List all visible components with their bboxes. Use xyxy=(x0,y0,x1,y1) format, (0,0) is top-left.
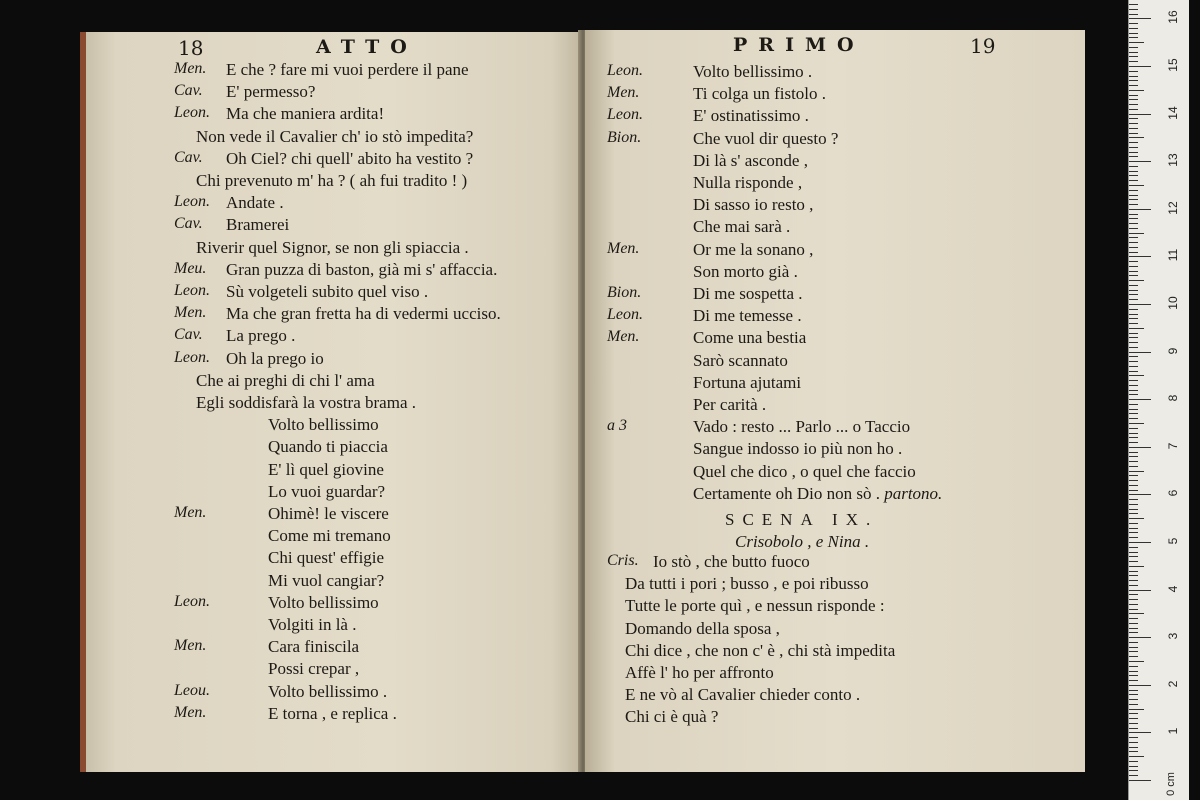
ruler-tick xyxy=(1129,690,1138,691)
ruler-tick xyxy=(1129,709,1144,710)
ruler-tick xyxy=(1129,156,1138,157)
ruler-tick xyxy=(1129,756,1144,757)
right-running-title: PRIMO xyxy=(733,34,865,56)
ruler-tick xyxy=(1129,4,1138,5)
ruler-tick xyxy=(1129,390,1138,391)
ruler-tick xyxy=(1129,14,1138,15)
ruler-tick xyxy=(1129,385,1138,386)
ruler-tick xyxy=(1129,133,1138,134)
verse-line: Di là s' asconde , xyxy=(693,150,808,170)
ruler-tick xyxy=(1129,742,1138,743)
speaker-label: Men. xyxy=(607,328,640,346)
speaker-label: Leon. xyxy=(607,106,643,124)
ruler-tick xyxy=(1129,214,1138,215)
verse-line: E' ostinatissimo . xyxy=(693,106,809,126)
ruler-tick xyxy=(1129,599,1138,600)
ruler-tick xyxy=(1129,675,1138,676)
ruler-tick xyxy=(1129,218,1138,219)
ruler-tick xyxy=(1129,775,1138,776)
ruler-tick xyxy=(1129,532,1138,533)
speaker-label: Meu. xyxy=(174,259,207,277)
ruler-tick xyxy=(1129,751,1138,752)
verse-line: Gran puzza di baston, già mi s' affaccia. xyxy=(226,259,498,279)
verse-line: Chi prevenuto m' ha ? ( ah fui tradito ! ) xyxy=(196,171,468,190)
ruler-number: 6 xyxy=(1166,490,1180,497)
ruler-tick xyxy=(1129,209,1151,210)
verse-line: Nulla risponde , xyxy=(693,173,803,192)
ruler-tick xyxy=(1129,761,1138,762)
verse-line: Volto bellissimo xyxy=(268,415,379,435)
ruler-tick xyxy=(1129,637,1151,638)
ruler-tick xyxy=(1129,737,1138,738)
verse-line: Che mai sarà . xyxy=(693,217,791,237)
right-page xyxy=(585,30,1085,772)
speaker-label: Leon. xyxy=(174,282,210,299)
ruler-tick xyxy=(1129,680,1138,681)
verse-line: Quel che dico , o quel che faccio xyxy=(693,461,916,481)
verse-line: E ne vò al Cavalier chieder conto . xyxy=(625,685,861,705)
ruler-tick xyxy=(1129,661,1144,662)
ruler-tick xyxy=(1129,166,1138,167)
ruler-tick xyxy=(1129,137,1144,138)
ruler-tick xyxy=(1129,613,1144,614)
verse-line: La prego . xyxy=(226,326,296,346)
ruler-tick xyxy=(1129,109,1138,110)
verse-line: Domando della sposa , xyxy=(625,618,780,638)
left-running-title: ATTO xyxy=(316,36,418,58)
ruler-tick xyxy=(1129,356,1138,357)
ruler-tick xyxy=(1129,571,1138,572)
ruler-tick xyxy=(1129,699,1138,700)
ruler-tick xyxy=(1129,333,1138,334)
ruler-tick xyxy=(1129,304,1151,305)
ruler-number: 4 xyxy=(1166,585,1180,592)
ruler-tick xyxy=(1129,523,1138,524)
ruler-tick xyxy=(1129,766,1138,767)
speaker-label: Men. xyxy=(174,60,207,77)
ruler-tick xyxy=(1129,552,1138,553)
ruler-tick xyxy=(1129,171,1138,172)
ruler-tick xyxy=(1129,190,1138,191)
speaker-label: Leon. xyxy=(607,306,643,324)
ruler-tick xyxy=(1129,314,1138,315)
ruler-tick xyxy=(1129,537,1138,538)
left-page-number: 18 xyxy=(178,36,204,60)
ruler-tick xyxy=(1129,666,1138,667)
speaker-label: Cav. xyxy=(174,148,203,166)
ruler-tick xyxy=(1129,228,1138,229)
verse-line: Sù volgeteli subito quel viso . xyxy=(226,282,429,301)
speaker-label: Leon. xyxy=(607,62,643,79)
verse-line: Chi dice , che non c' è , chi stà impedita xyxy=(625,640,896,660)
ruler-tick xyxy=(1129,37,1138,38)
ruler-tick xyxy=(1129,290,1138,291)
ruler-tick xyxy=(1129,347,1138,348)
ruler-tick xyxy=(1129,18,1151,19)
verse-line: Mi vuol cangiar? xyxy=(268,570,385,590)
ruler-tick xyxy=(1129,671,1138,672)
verse-line: Egli soddisfarà la vostra brama . xyxy=(196,393,416,412)
scene-characters: Crisobolo , e Nina . xyxy=(735,532,870,551)
ruler-tick xyxy=(1129,413,1138,414)
verse-line: Come mi tremano xyxy=(268,526,391,546)
ruler-tick xyxy=(1129,642,1138,643)
ruler-tick xyxy=(1129,294,1138,295)
ruler-tick xyxy=(1129,247,1138,248)
verse-line: Or me la sonano , xyxy=(693,239,814,259)
ruler-tick xyxy=(1129,104,1138,105)
ruler-tick xyxy=(1129,237,1138,238)
speaker-label: Cav. xyxy=(174,326,203,344)
speaker-label: Men. xyxy=(174,637,207,655)
ruler-tick xyxy=(1129,9,1138,10)
ruler-tick xyxy=(1129,266,1138,267)
ruler-tick xyxy=(1129,547,1138,548)
ruler-tick xyxy=(1129,342,1138,343)
ruler-tick xyxy=(1129,685,1151,686)
ruler-tick xyxy=(1129,95,1138,96)
verse-line: Bramerei xyxy=(226,215,290,235)
ruler-tick xyxy=(1129,409,1138,410)
ruler-tick xyxy=(1129,566,1144,567)
verse-line: E' lì quel giovine xyxy=(268,459,384,479)
ruler-tick xyxy=(1129,656,1138,657)
ruler-tick xyxy=(1129,452,1138,453)
verse-line: Che ai preghi di chi l' ama xyxy=(196,370,375,390)
verse-line: Volgiti in là . xyxy=(268,615,357,634)
ruler-number: 14 xyxy=(1166,105,1180,120)
ruler-number: 12 xyxy=(1166,201,1180,215)
ruler-tick xyxy=(1129,185,1144,186)
ruler-tick xyxy=(1129,180,1138,181)
verse-line: Ma che maniera ardita! xyxy=(226,104,385,124)
ruler-tick xyxy=(1129,71,1138,72)
verse-line: Riverir quel Signor, se non gli spiaccia . xyxy=(196,237,469,257)
ruler-tick xyxy=(1129,23,1138,24)
verse-line: Per carità . xyxy=(693,395,767,414)
ruler-number: 16 xyxy=(1166,10,1180,25)
speaker-label: Men. xyxy=(607,239,640,257)
verse-line: Di me sospetta . xyxy=(693,284,803,303)
speaker-label: Leou. xyxy=(174,681,210,699)
ruler-tick xyxy=(1129,404,1138,405)
ruler-tick xyxy=(1129,142,1138,143)
verse-line: Volto bellissimo xyxy=(268,592,379,612)
ruler-tick xyxy=(1129,366,1138,367)
ruler-tick xyxy=(1129,594,1138,595)
ruler-tick xyxy=(1129,580,1138,581)
ruler-tick xyxy=(1129,528,1138,529)
verse-line: Fortuna ajutami xyxy=(693,372,802,392)
right-page-number: 19 xyxy=(970,34,996,58)
speaker-label: Leon. xyxy=(174,592,210,610)
ruler-tick xyxy=(1129,556,1138,557)
ruler-tick xyxy=(1129,590,1151,591)
ruler-tick xyxy=(1129,175,1138,176)
ruler-tick xyxy=(1129,42,1144,43)
verse-line: Ohimè! le viscere xyxy=(268,504,389,523)
verse-line: Affè l' ho per affronto xyxy=(625,663,774,682)
ruler-tick xyxy=(1129,76,1138,77)
ruler-tick xyxy=(1129,252,1138,253)
verse-line: Andate . xyxy=(226,193,284,213)
ruler-tick xyxy=(1129,399,1151,400)
ruler-tick xyxy=(1129,728,1138,729)
ruler-number: 11 xyxy=(1166,249,1180,262)
ruler-tick xyxy=(1129,280,1144,281)
ruler-tick xyxy=(1129,152,1138,153)
ruler-tick xyxy=(1129,204,1138,205)
ruler-tick xyxy=(1129,380,1138,381)
ruler-tick xyxy=(1129,195,1138,196)
ruler-number: 5 xyxy=(1166,537,1180,545)
ruler-tick xyxy=(1129,371,1138,372)
verse-line: Possi crepar , xyxy=(268,659,360,679)
ruler-tick xyxy=(1129,718,1138,719)
speaker-label: Men. xyxy=(174,703,207,721)
ruler-tick xyxy=(1129,299,1138,300)
ruler-tick xyxy=(1129,123,1138,124)
verse-line: E' permesso? xyxy=(226,82,316,102)
ruler-tick xyxy=(1129,418,1138,419)
verse-line: Volto bellissimo . xyxy=(693,62,813,81)
ruler-tick xyxy=(1129,161,1151,162)
ruler-tick xyxy=(1129,651,1138,652)
ruler-tick xyxy=(1129,285,1138,286)
ruler-number: 8 xyxy=(1166,394,1180,402)
ruler-tick xyxy=(1129,275,1138,276)
ruler-tick xyxy=(1129,323,1138,324)
ruler-tick xyxy=(1129,780,1151,781)
verse-line: E che ? fare mi vuoi perdere il pane xyxy=(226,60,469,79)
ruler-tick xyxy=(1129,732,1151,733)
ruler-tick xyxy=(1129,713,1138,714)
verse-line: Sarò scannato xyxy=(693,350,788,370)
ruler-tick xyxy=(1129,437,1138,438)
verse-line: Volto bellissimo . xyxy=(268,681,388,701)
ruler-tick xyxy=(1129,147,1138,148)
verse-line: Certamente oh Dio non sò . partono. xyxy=(693,483,943,503)
ruler-tick xyxy=(1129,56,1138,57)
ruler-tick xyxy=(1129,428,1138,429)
ruler-tick xyxy=(1129,128,1138,129)
speaker-label: Bion. xyxy=(607,128,642,146)
ruler-number: 13 xyxy=(1166,153,1180,167)
verse-line: Chi quest' effigie xyxy=(268,548,385,568)
ruler-tick xyxy=(1129,447,1151,448)
ruler-number: 3 xyxy=(1166,632,1180,640)
verse-line: Che vuol dir questo ? xyxy=(693,128,839,148)
scene-heading: SCENA IX. xyxy=(725,510,879,529)
ruler-tick xyxy=(1129,328,1144,329)
ruler-tick xyxy=(1129,66,1151,67)
speaker-label: Cav. xyxy=(174,82,203,100)
ruler-tick xyxy=(1129,271,1138,272)
ruler-tick xyxy=(1129,723,1138,724)
verse-line: Di sasso io resto , xyxy=(693,195,814,215)
ruler-tick xyxy=(1129,485,1138,486)
ruler-tick xyxy=(1129,423,1144,424)
ruler-tick xyxy=(1129,623,1138,624)
ruler-tick xyxy=(1129,28,1138,29)
verse-line: Vado : resto ... Parlo ... o Taccio xyxy=(693,417,911,437)
verse-line: Oh la prego io xyxy=(226,348,324,368)
ruler-tick xyxy=(1129,647,1138,648)
speaker-label: Leon. xyxy=(174,348,210,366)
speaker-label: Men. xyxy=(174,504,207,521)
verse-line: Come una bestia xyxy=(693,328,807,348)
verse-line: Di me temesse . xyxy=(693,306,802,326)
ruler-tick xyxy=(1129,47,1138,48)
verse-line: Quando ti piaccia xyxy=(268,437,388,457)
ruler-tick xyxy=(1129,499,1138,500)
ruler-number: 9 xyxy=(1166,347,1180,354)
speaker-label: Leon. xyxy=(174,104,210,122)
ruler-tick xyxy=(1129,361,1138,362)
ruler-tick xyxy=(1129,475,1138,476)
ruler-tick xyxy=(1129,618,1138,619)
ruler-tick xyxy=(1129,114,1151,115)
ruler-tick xyxy=(1129,542,1151,543)
verse-line: E torna , e replica . xyxy=(268,703,397,723)
ruler-tick xyxy=(1129,33,1138,34)
speaker-label: a 3 xyxy=(607,417,627,435)
stage-direction: partono. xyxy=(879,483,943,503)
verse-line: Ma che gran fretta ha di vedermi ucciso. xyxy=(226,304,501,324)
measurement-ruler xyxy=(1128,0,1189,800)
ruler-tick xyxy=(1129,256,1151,257)
verse-line: Oh Ciel? chi quell' abito ha vestito ? xyxy=(226,148,474,168)
ruler-tick xyxy=(1129,309,1138,310)
ruler-tick xyxy=(1129,80,1138,81)
ruler-tick xyxy=(1129,513,1138,514)
ruler-number: 1 xyxy=(1166,728,1180,735)
ruler-tick xyxy=(1129,518,1144,519)
ruler-tick xyxy=(1129,233,1144,234)
ruler-tick xyxy=(1129,694,1138,695)
ruler-tick xyxy=(1129,628,1138,629)
ruler-tick xyxy=(1129,747,1138,748)
speaker-label: Cris. xyxy=(607,552,639,569)
ruler-tick xyxy=(1129,704,1138,705)
speaker-label: Men. xyxy=(607,84,640,102)
verse-line: Cara finiscila xyxy=(268,637,360,657)
ruler-tick xyxy=(1129,52,1138,53)
ruler-tick xyxy=(1129,199,1138,200)
ruler-tick xyxy=(1129,261,1138,262)
ruler-tick xyxy=(1129,99,1138,100)
verse-line: Ti colga un fistolo . xyxy=(693,84,827,104)
ruler-unit: 0 cm xyxy=(1164,772,1177,796)
ruler-number: 2 xyxy=(1166,680,1180,688)
ruler-tick xyxy=(1129,118,1138,119)
ruler-tick xyxy=(1129,561,1138,562)
ruler-tick xyxy=(1129,494,1151,495)
left-page xyxy=(80,32,586,772)
ruler-tick xyxy=(1129,466,1138,467)
ruler-number: 10 xyxy=(1166,296,1180,310)
ruler-tick xyxy=(1129,433,1138,434)
ruler-tick xyxy=(1129,223,1138,224)
ruler-tick xyxy=(1129,85,1138,86)
verse-line: Non vede il Cavalier ch' io stò impedita? xyxy=(196,126,474,146)
ruler-tick xyxy=(1129,604,1138,605)
ruler-tick xyxy=(1129,242,1138,243)
verse-line: Io stò , che butto fuoco xyxy=(653,552,810,571)
ruler-tick xyxy=(1129,504,1138,505)
ruler-number: 15 xyxy=(1166,58,1180,72)
ruler-tick xyxy=(1129,632,1138,633)
verse-line: Lo vuoi guardar? xyxy=(268,481,386,501)
verse-line: Da tutti i pori ; busso , e poi ribusso xyxy=(625,574,869,594)
verse-line: Sangue indosso io più non ho . xyxy=(693,439,903,459)
ruler-tick xyxy=(1129,61,1138,62)
ruler-tick xyxy=(1129,575,1138,576)
ruler-tick xyxy=(1129,471,1144,472)
ruler-tick xyxy=(1129,456,1138,457)
ruler-tick xyxy=(1129,509,1138,510)
ruler-tick xyxy=(1129,490,1138,491)
ruler-tick xyxy=(1129,609,1138,610)
verse-line: Son morto già . xyxy=(693,261,798,281)
ruler-tick xyxy=(1129,318,1138,319)
ruler-tick xyxy=(1129,585,1138,586)
ruler-tick xyxy=(1129,461,1138,462)
speaker-label: Men. xyxy=(174,304,207,322)
ruler-number: 7 xyxy=(1166,442,1180,450)
ruler-tick xyxy=(1129,337,1138,338)
ruler-tick xyxy=(1129,394,1138,395)
ruler-tick xyxy=(1129,375,1144,376)
ruler-tick xyxy=(1129,352,1151,353)
speaker-label: Bion. xyxy=(607,284,642,301)
ruler-tick xyxy=(1129,480,1138,481)
ruler-tick xyxy=(1129,90,1144,91)
speaker-label: Leon. xyxy=(174,193,210,211)
verse-line: Chi ci è quà ? xyxy=(625,707,719,727)
speaker-label: Cav. xyxy=(174,215,203,233)
ruler-tick xyxy=(1129,442,1138,443)
ruler-tick xyxy=(1129,770,1138,771)
verse-line: Tutte le porte quì , e nessun risponde : xyxy=(625,596,885,616)
